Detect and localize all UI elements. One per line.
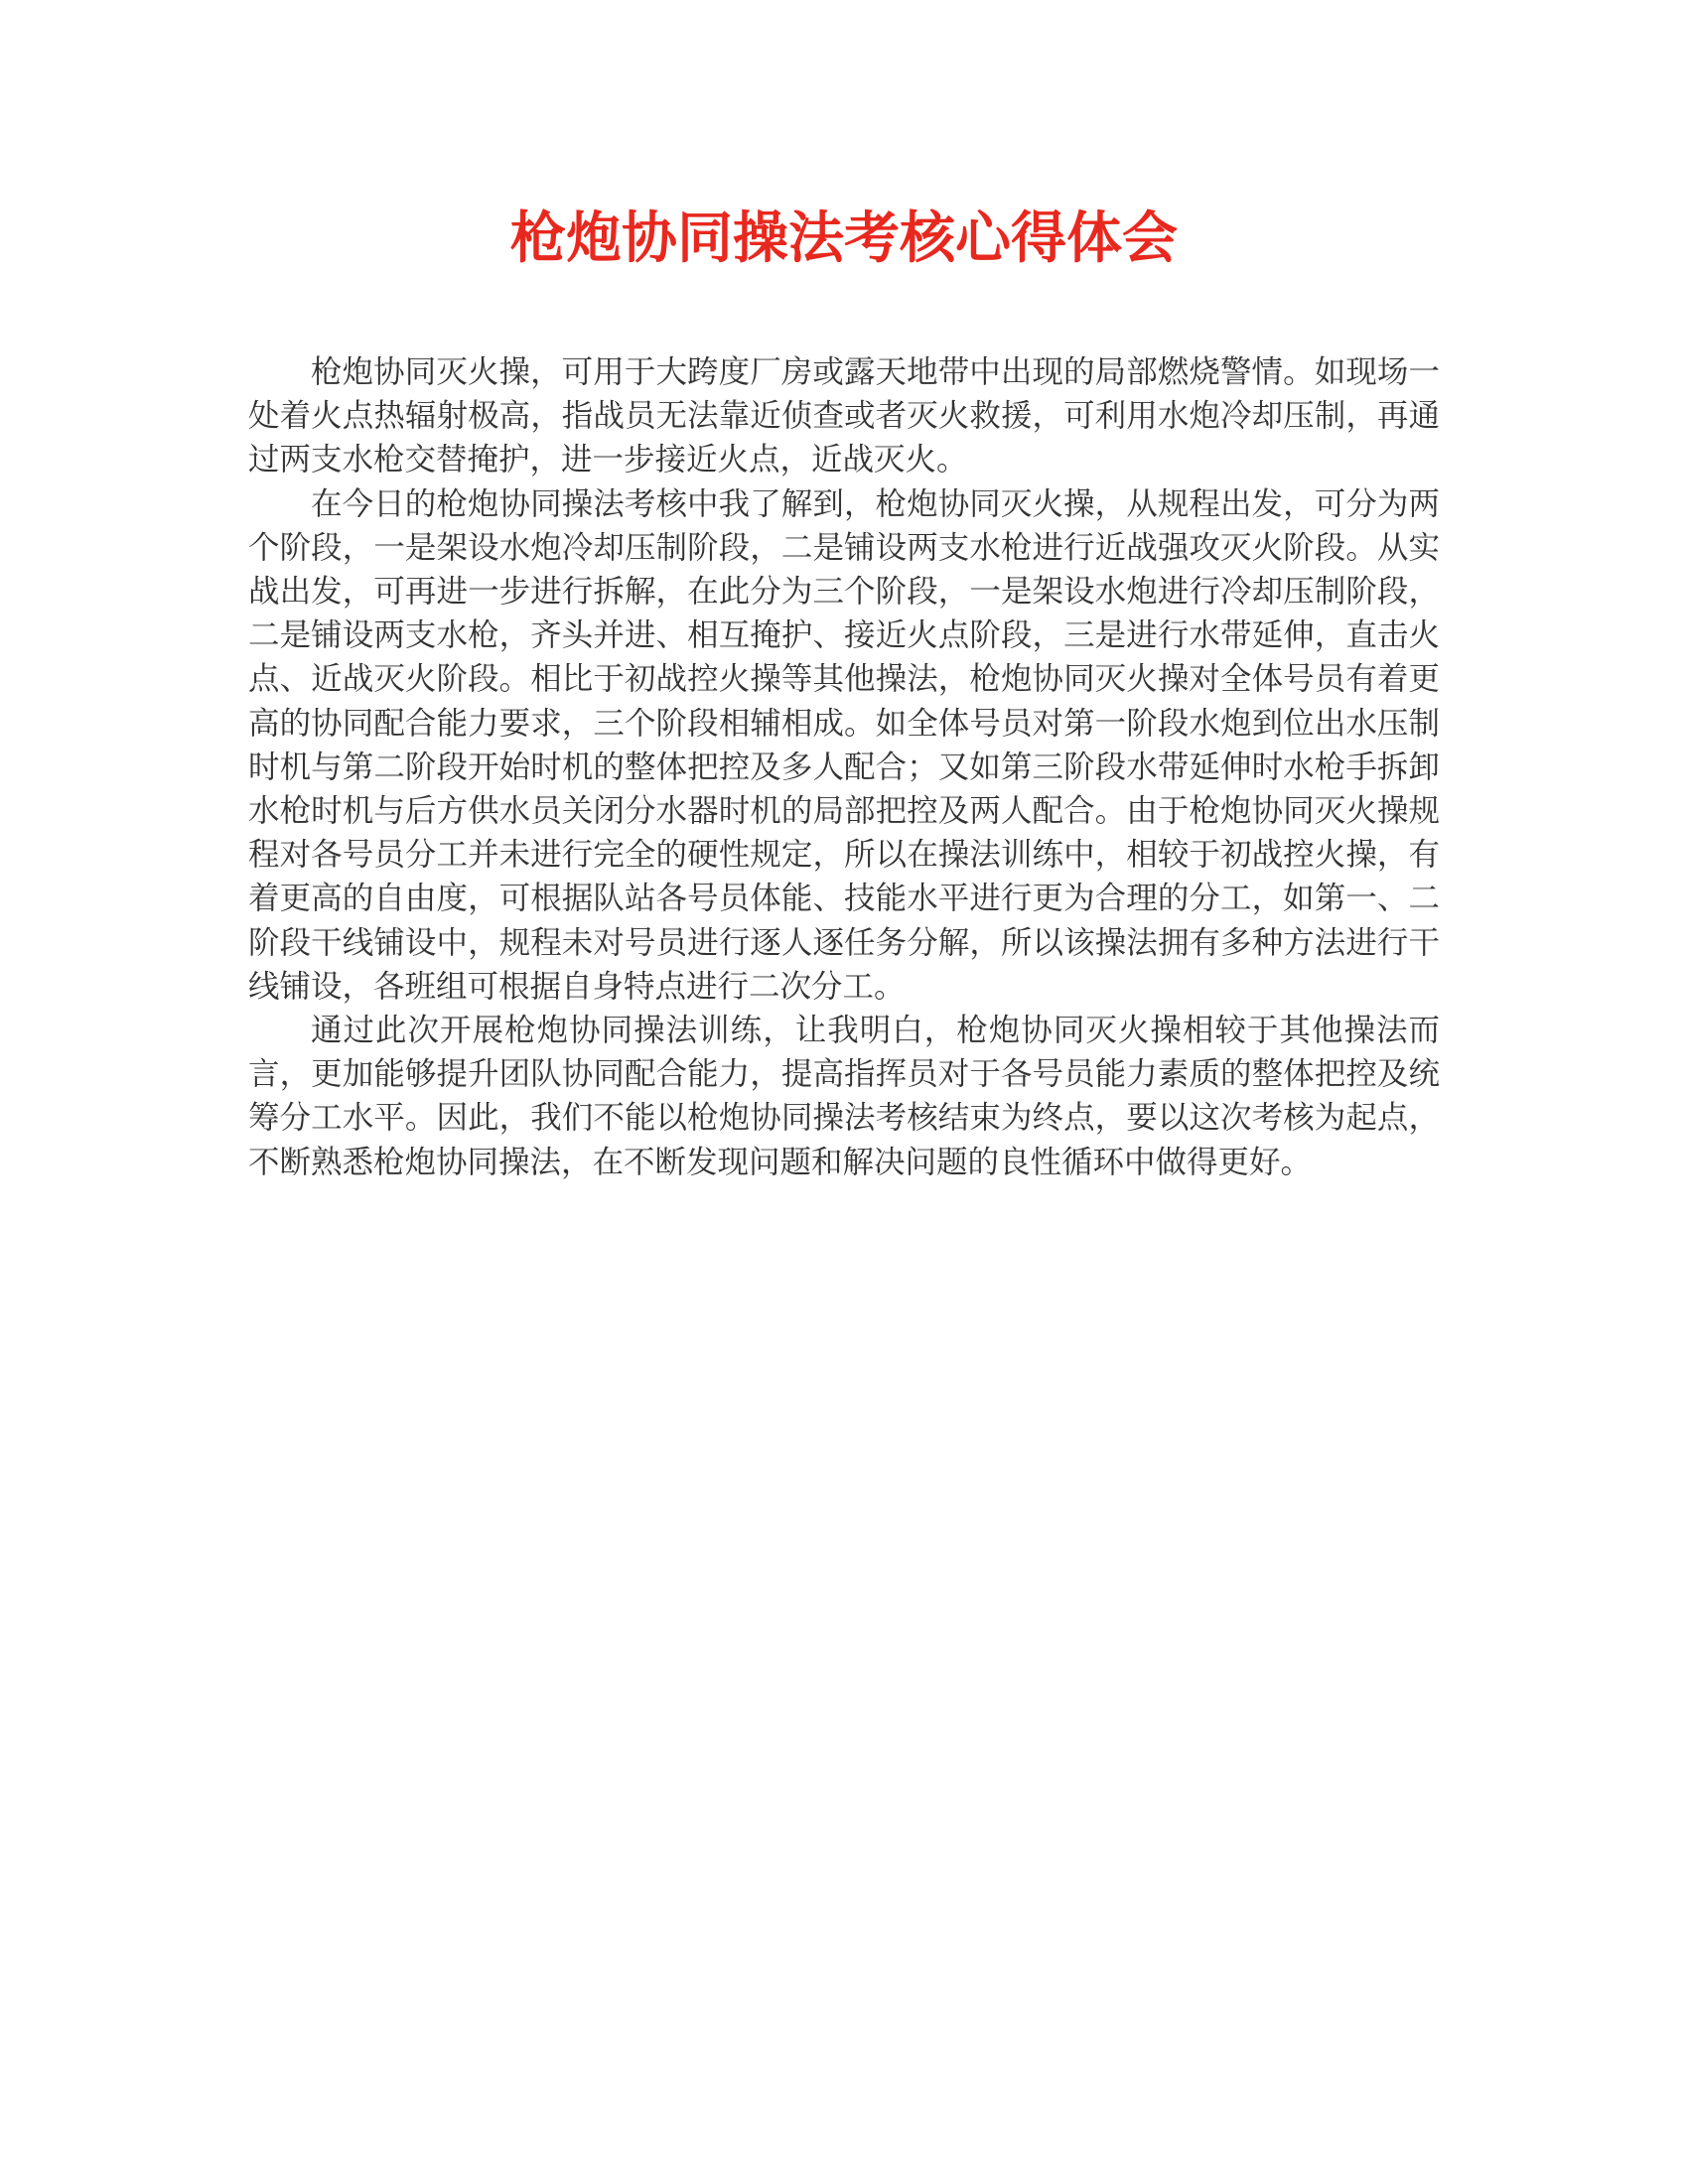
paragraph-assessment-analysis: 在今日的枪炮协同操法考核中我了解到，枪炮协同灭火操，从规程出发，可分为两个阶段，一是架设水炮冷却压制阶段，二是铺设两支水枪进行近战强攻灭火阶段。从实战出发，可再进一步进行拆解，在此分为三个阶段，一是架设水炮进行冷却压制阶段，二是铺设两支水枪，齐头并进、相互掩护、接近火点阶段，三是进行水带延伸，直击火点、近战灭火阶段。相比于初战控火操等其他操法，枪炮协同灭火操对全体号员有着更高的协同配合能力要求，三个阶段相辅相成。如全体号员对第一阶段水炮到位出水压制时机与第二阶段开始时机的整体把控及多人配合；又如第三阶段水带延伸时水枪手拆卸水枪时机与后方供水员关闭分水器时机的局部把控及两人配合。由于枪炮协同灭火操规程对各号员分工并未进行完全的硬性规定，所以在操法训练中，相较于初战控火操，有着更高的自由度，可根据队站各号员体能、技能水平进行更为合理的分工，如第一、二阶段干线铺设中，规程未对号员进行逐人逐任务分解，所以该操法拥有多种方法进行干线铺设，各班组可根据自身特点进行二次分工。	[248, 485, 1440, 1005]
paragraph-introduction: 枪炮协同灭火操，可用于大跨度厂房或露天地带中出现的局部燃烧警情。如现场一处着火点热辐射极高，指战员无法靠近侦查或者灭火救援，可利用水炮冷却压制，再通过两支水枪交替掩护，进一步接近火点，近战灭火。	[248, 354, 1440, 478]
paragraph-conclusion: 通过此次开展枪炮协同操法训练，让我明白，枪炮协同灭火操相较于其他操法而言，更加能够提升团队协同配合能力，提高指挥员对于各号员能力素质的整体把控及统筹分工水平。因此，我们不能以枪炮协同操法考核结束为终点，要以这次考核为起点，不断熟悉枪炮协同操法，在不断发现问题和解决问题的良性循环中做得更好。	[248, 1013, 1440, 1180]
document-body	[248, 350, 1440, 1184]
page-title: 枪炮协同操法考核心得体会	[510, 206, 1178, 271]
